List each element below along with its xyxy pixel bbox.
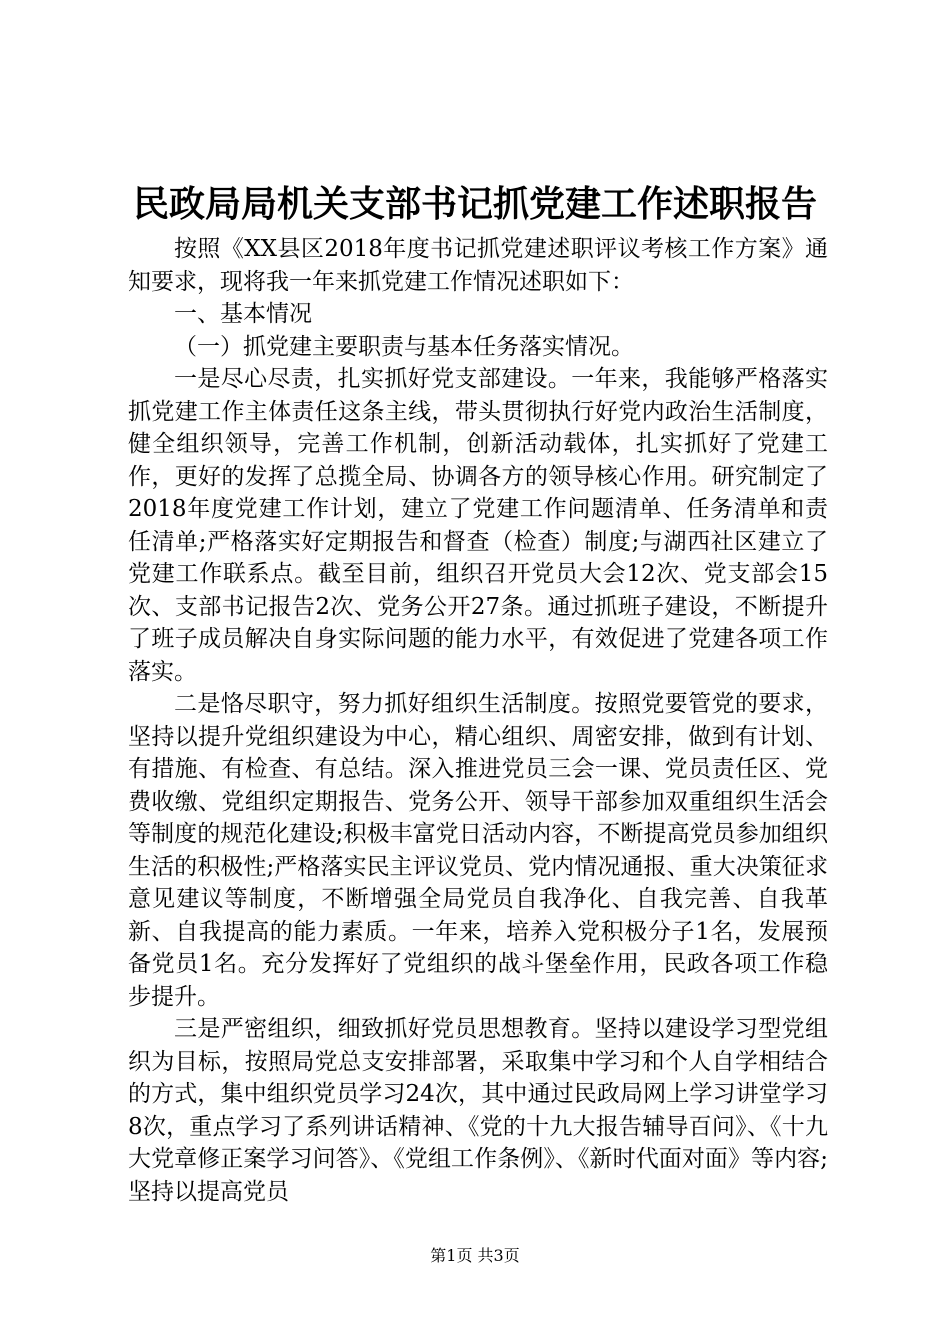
paragraph-point-three: 三是严密组织，细致抓好党员思想教育。坚持以建设学习型党组织为目标，按照局党总支安排部署，采取集中学习和个人自学相结合的方式，集中组织党员学习24次，其中通过民政局网上学习讲堂学习8次，重点学习了系列讲话精神、《党的十九大报告辅导百问》、《十九大党章修正案学习问答》、《党组工作条例》、《新时代面对面》等内容;坚持以提高党员 (128, 1016, 828, 1205)
paragraph-intro: 按照《XX县区2018年度书记抓党建述职评议考核工作方案》通知要求，现将我一年来抓党建工作情况述职如下： (128, 236, 828, 295)
document-title: 民政局局机关支部书记抓党建工作述职报告 (132, 183, 817, 225)
section-heading-basic-situation: 一、基本情况 (174, 301, 312, 327)
paragraph-point-one: 一是尽心尽责，扎实抓好党支部建设。一年来，我能够严格落实抓党建工作主体责任这条主线，带头贯彻执行好党内政治生活制度，健全组织领导，完善工作机制，创新活动载体，扎实抓好了党建工作，更好的发挥了总揽全局、协调各方的领导核心作用。研究制定了2018年度党建工作计划，建立了党建工作问题清单、任务清单和责任清单;严格落实好定期报告和督查（检查）制度;与湖西社区建立了党建工作联系点。截至目前，组织召开党员大会12次、党支部会15次、支部书记报告2次、党务公开27条。通过抓班子建设，不断提升了班子成员解决自身实际问题的能力水平，有效促进了党建各项工作落实。 (128, 366, 828, 685)
paragraph-point-two: 二是恪尽职守，努力抓好组织生活制度。按照党要管党的要求，坚持以提升党组织建设为中心，精心组织、周密安排，做到有计划、有措施、有检查、有总结。深入推进党员三会一课、党员责任区、党费收缴、党组织定期报告、党务公开、领导干部参加双重组织生活会等制度的规范化建设;积极丰富党日活动内容，不断提高党员参加组织生活的积极性;严格落实民主评议党员、党内情况通报、重大决策征求意见建议等制度，不断增强全局党员自我净化、自我完善、自我革新、自我提高的能力素质。一年来，培养入党积极分子1名，发展预备党员1名。充分发挥好了党组织的战斗堡垒作用，民政各项工作稳步提升。 (128, 691, 828, 1010)
page-number-footer: 第1页 共3页 (430, 1246, 520, 1265)
document-body (128, 233, 828, 1208)
subsection-heading-duties: （一）抓党建主要职责与基本任务落实情况。 (174, 333, 634, 360)
